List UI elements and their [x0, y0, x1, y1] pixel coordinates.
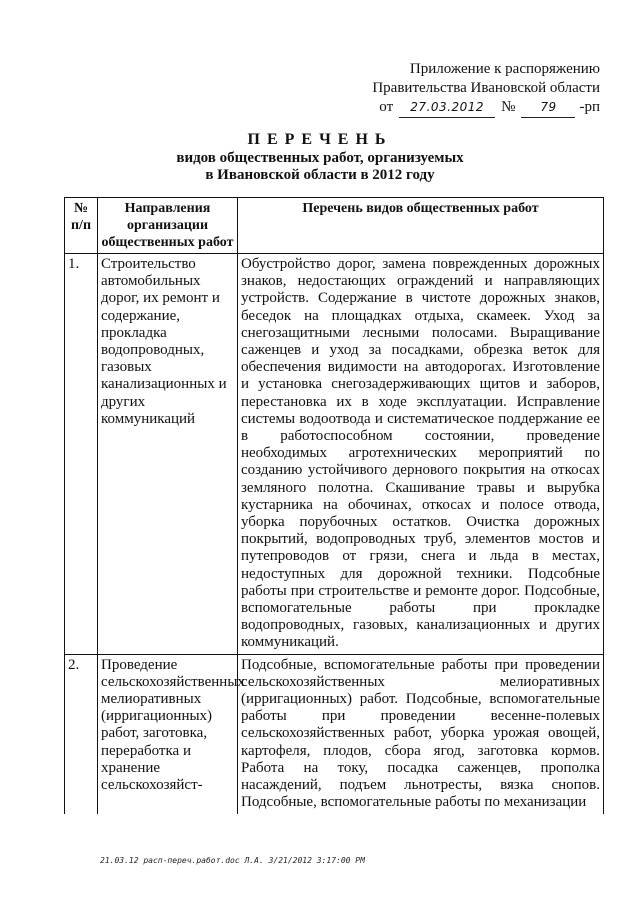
row-direction: Строительство автомобильных дорог, их ремонт и содержание, прокладка водопроводных, газовых канализационных и других коммуникаций [98, 254, 238, 655]
appendix-date-line [340, 98, 600, 118]
header-num: № п/п [65, 198, 98, 254]
number-label: № [501, 99, 516, 115]
row-direction: Проведение сельскохозяйственных мелиоративных (ирригационных) работ, заготовка, переработка и хранение сельскохозяйст- [98, 654, 238, 813]
handwritten-date: 27.03.2012 [399, 98, 495, 118]
row-works: Подсобные, вспомогательные работы при проведении сельскохозяйственных мелиоративных (ирригационных) работ. Подсобные, вспомогательные работы при проведении весенне-полевых сельскохозяйственных работ, уборка урожая овощей, картофеля, плодов, сбора ягод, заготовка кормов. Работа на току, посадка саженцев, прополка насаждений, подъем льнотресты, вязка снопов. Подсобные, вспомогательные работы по механизации [238, 654, 604, 813]
works-table [64, 197, 604, 814]
header-works: Перечень видов общественных работ [238, 198, 604, 254]
header-direction: Направления организации общественных работ [98, 198, 238, 254]
number-suffix: -рп [579, 99, 600, 115]
table-row [65, 254, 604, 655]
table-header-row [65, 198, 604, 254]
from-label: от [379, 99, 394, 115]
title-line2: в Ивановской области в 2012 году [205, 167, 435, 183]
handwritten-number: 79 [521, 98, 575, 118]
document-title [0, 130, 640, 184]
row-num: 1. [65, 254, 98, 655]
table-row [65, 654, 604, 813]
appendix-line1: Приложение к распоряжению [409, 61, 600, 77]
appendix-block [340, 60, 600, 118]
appendix-line2: Правительства Ивановской области [372, 80, 600, 96]
row-num: 2. [65, 654, 98, 813]
file-footer: 21.03.12 расп-переч.работ.doc Л.А. 3/21/2012 3:17:00 PM [100, 856, 365, 865]
row-works: Обустройство дорог, замена поврежденных дорожных знаков, недостающих ограждений и направляющих устройств. Содержание в чистоте дорожных знаков, беседок на площадках отдыха, скамеек. Уход за снегозащитными лесными полосами. Выращивание саженцев и уход за посадками, обрезка веток для обеспечения видимости на автодорогах. Изготовление и установка снегозадерживающих щитов и заборов, перестановка их в ходе эксплуатации. Исправление системы водоотвода и систематическое поддержание ее в работоспособном состоянии, проведение необходимых агротехнических мероприятий по созданию устойчивого дернового покрытия на откосах земляного полотна. Скашивание травы и вырубка кустарника на обочинах, откосах и полосе отвода, уборка порубочных остатков. Очистка дорожных покрытий, водопроводных труб, элементов мостов и путепроводов от грязи, снега и льда в местах, недоступных для дорожной техники. Подсобные работы при строительстве и ремонте дорог. Подсобные, вспомогательные работы при прокладке водопроводных, газовых, канализационных и других коммуникаций. [238, 254, 604, 655]
title-line1: видов общественных работ, организуемых [176, 150, 464, 166]
title-word: ПЕРЕЧЕНЬ [247, 131, 393, 148]
